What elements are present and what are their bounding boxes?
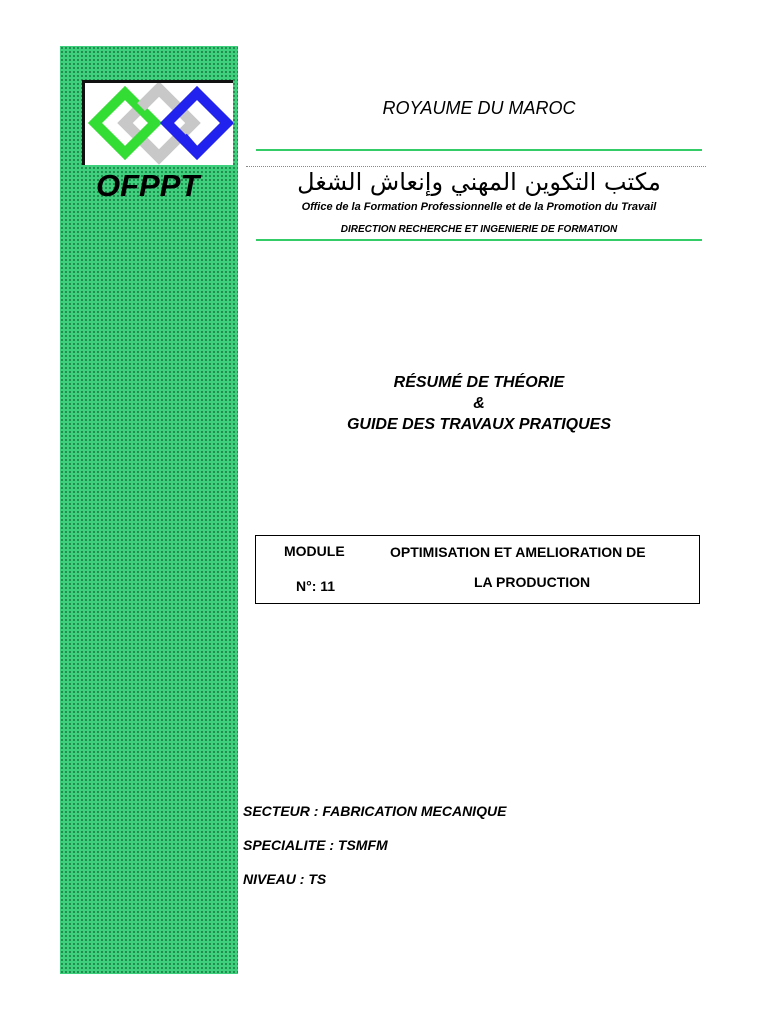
arabic-office-name: مكتب التكوين المهني وإنعاش الشغل: [297, 168, 661, 196]
document-title-line-2: GUIDE DES TRAVAUX PRATIQUES: [346, 416, 612, 433]
module-label: MODULE: [284, 543, 345, 559]
niveau-info: NIVEAU : TS: [243, 871, 327, 887]
module-title-line-1: OPTIMISATION ET AMELIORATION DE: [390, 544, 646, 560]
document-title-ampersand: &: [473, 395, 485, 412]
module-box: [255, 535, 700, 604]
direction-name: DIRECTION RECHERCHE ET INGENIERIE DE FORMATION: [340, 224, 618, 235]
secteur-info: SECTEUR : FABRICATION MECANIQUE: [243, 803, 507, 819]
module-title-line-2: LA PRODUCTION: [474, 574, 591, 590]
module-number: N°: 11: [296, 578, 336, 594]
office-name: Office de la Formation Professionnelle et de la Promotion du Travail: [301, 201, 657, 213]
divider: [246, 166, 706, 167]
interlocked-diamonds-icon: [85, 83, 233, 165]
ofppt-logo: [82, 80, 233, 165]
brand-logo-text: OFPPT: [96, 168, 200, 203]
document-title-line-1: RÉSUMÉ DE THÉORIE: [393, 374, 565, 391]
kingdom-title: ROYAUME DU MAROC: [382, 98, 576, 118]
specialite-info: SPECIALITE : TSMFM: [243, 837, 388, 853]
divider: [256, 239, 702, 241]
divider: [256, 149, 702, 151]
